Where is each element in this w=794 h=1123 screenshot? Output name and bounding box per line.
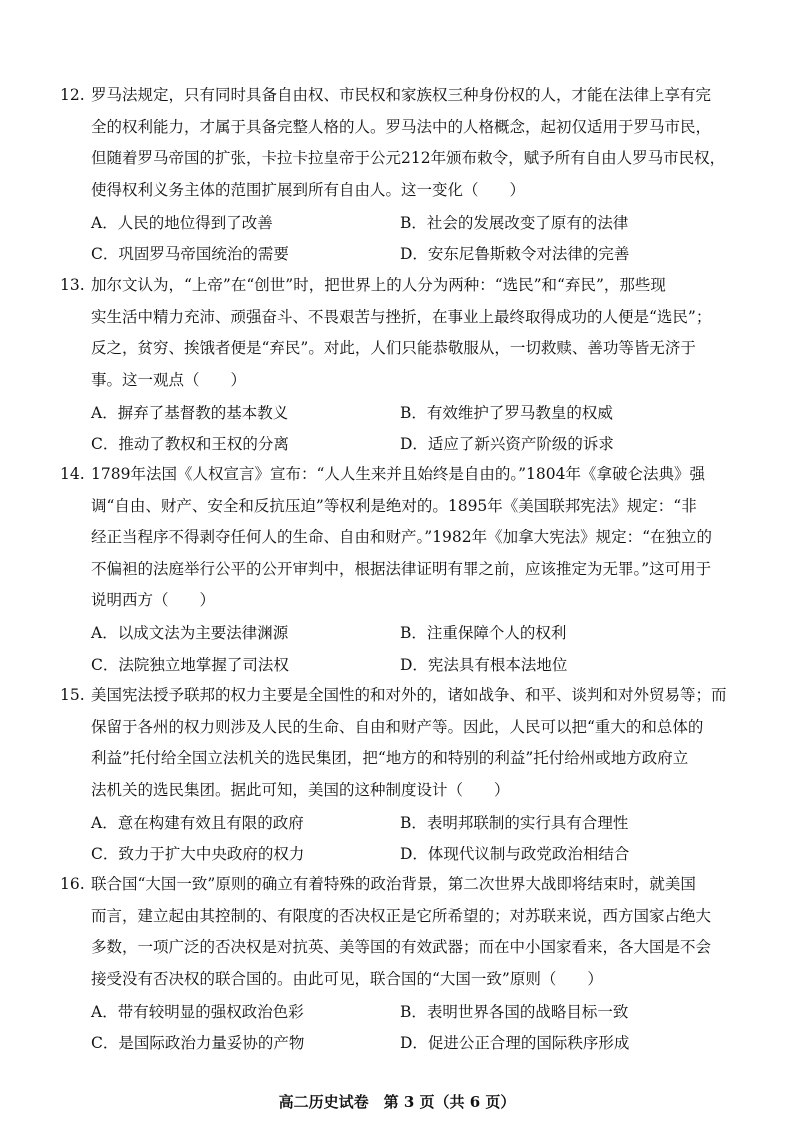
option-b: B．注重保障个人的权利 <box>400 624 567 643</box>
question-number: 15. <box>60 686 85 704</box>
option-a: A．摒弃了基督教的基本教义 <box>91 403 289 422</box>
stem-line-text: 而言，建立起由其控制的、有限度的否决权正是它所希望的；对苏联来说，西方国家占绝大 <box>91 906 712 925</box>
stem-line-text: 联合国“大国一致”原则的确立有着特殊的政治背景，第二次世界大战即将结束时，就美国 <box>91 875 696 893</box>
question-number: 12. <box>60 86 85 104</box>
answer-options <box>60 396 740 459</box>
question-13 <box>60 270 740 459</box>
stem-line-text: 不偏袒的法庭举行公平的公开审判中，根据法律证明有罪之前，应该推定为无罪。”这可用于 <box>91 559 712 578</box>
stem-line-text: 多数，一项广泛的否决权是对抗英、美等国的有效武器；而在中小国家看来，各大国是不会 <box>91 938 712 956</box>
stem-line-text: 美国宪法授予联邦的权力主要是全国性的和对外的，诸如战争、和平、谈判和对外贸易等；而 <box>91 686 727 704</box>
option-a: A．带有较明显的强权政治色彩 <box>91 1002 304 1021</box>
stem-line-text: 反之，贫穷、挨饿者便是“弃民”。对此，人们只能恭敬服从，一切救赎、善功等皆无济于 <box>91 339 696 357</box>
answer-options <box>60 617 740 680</box>
stem-line-text: 法机关的选民集团。据此可知，美国的这种制度设计（ ） <box>91 780 510 799</box>
stem-line-text: 实生活中精力充沛、顽强奋斗、不畏艰苦与挫折，在事业上最终取得成功的人便是“选民”； <box>91 307 712 326</box>
option-d: D．宪法具有根本法地位 <box>400 655 568 674</box>
option-c: C．法院独立地掌握了司法权 <box>91 655 289 674</box>
option-b: B．表明邦联制的实行具有合理性 <box>400 813 629 832</box>
option-b: B．有效维护了罗马教皇的权威 <box>400 403 613 422</box>
stem-line-text: 事。这一观点（ ） <box>91 370 247 389</box>
stem-line-text: 调“自由、财产、安全和反抗压迫”等权利是绝对的。1895年《美国联邦宪法》规定：“非 <box>91 496 697 515</box>
answer-options <box>60 806 740 869</box>
question-15 <box>60 680 740 869</box>
question-number: 13. <box>60 276 85 294</box>
option-c: C．巩固罗马帝国统治的需要 <box>91 245 289 264</box>
stem-line-text: 保留于各州的权力则涉及人民的生命、自由和财产等。因此，人民可以把“重大的和总体的 <box>91 717 704 736</box>
question-stem <box>60 459 740 617</box>
question-16 <box>60 869 740 1058</box>
stem-line-text: 但随着罗马帝国的扩张，卡拉卡拉皇帝于公元212年颁布敕令，赋予所有自由人罗马市民权， <box>91 149 726 167</box>
question-stem <box>60 270 740 396</box>
stem-line-text: 加尔文认为，“上帝”在“创世”时，把世界上的人分为两种：“选民”和“弃民”，那些现 <box>91 276 666 294</box>
stem-line-text: 罗马法规定，只有同时具备自由权、市民权和家族权三种身份权的人，才能在法律上享有完 <box>91 86 712 104</box>
option-d: D．安东尼鲁斯敕令对法律的完善 <box>400 245 630 264</box>
option-a: A．意在构建有效且有限的政府 <box>91 813 304 832</box>
option-a: A．以成文法为主要法律渊源 <box>91 624 289 643</box>
stem-line-text: 经正当程序不得剥夺任何人的生命、自由和财产。”1982年《加拿大宪法》规定：“在独立的 <box>91 528 713 546</box>
stem-line-text: 说明西方（ ） <box>91 591 216 609</box>
stem-line-text: 全的权利能力，才属于具备完整人格的人。罗马法中的人格概念，起初仅适用于罗马市民， <box>91 117 712 136</box>
option-b: B．社会的发展改变了原有的法律 <box>400 213 629 232</box>
option-d: D．促进公正合理的国际秩序形成 <box>400 1034 630 1053</box>
option-d: D．体现代议制与政党政治相结合 <box>400 845 630 864</box>
question-number: 16. <box>60 875 85 893</box>
stem-line-text: 接受没有否决权的联合国的。由此可见，联合国的“大国一致”原则（ ） <box>91 969 603 988</box>
answer-options <box>60 206 740 269</box>
question-stem <box>60 869 740 995</box>
answer-options <box>60 995 740 1058</box>
stem-line-text: 利益”托付给全国立法机关的选民集团，把“地方的和特别的利益”托付给州或地方政府立 <box>91 749 689 767</box>
question-stem <box>60 680 740 806</box>
stem-line-text: 使得权利义务主体的范围扩展到所有自由人。这一变化（ ） <box>91 180 526 199</box>
option-c: C．推动了教权和王权的分离 <box>91 435 289 454</box>
option-d: D．适应了新兴资产阶级的诉求 <box>400 435 614 454</box>
option-c: C．是国际政治力量妥协的产物 <box>91 1034 305 1053</box>
question-stem <box>60 80 740 206</box>
option-c: C．致力于扩大中央政府的权力 <box>91 845 305 864</box>
option-b: B．表明世界各国的战略目标一致 <box>400 1002 629 1021</box>
stem-line-text: 1789年法国《人权宣言》宣布：“人人生来并且始终是自由的。”1804年《拿破仑法典》强 <box>91 465 705 483</box>
question-number: 14. <box>60 465 85 483</box>
option-a: A．人民的地位得到了改善 <box>91 213 273 232</box>
question-14 <box>60 459 740 680</box>
page-footer: 高二历史试卷 第 3 页（共 6 页） <box>278 1093 516 1111</box>
question-12 <box>60 80 740 269</box>
